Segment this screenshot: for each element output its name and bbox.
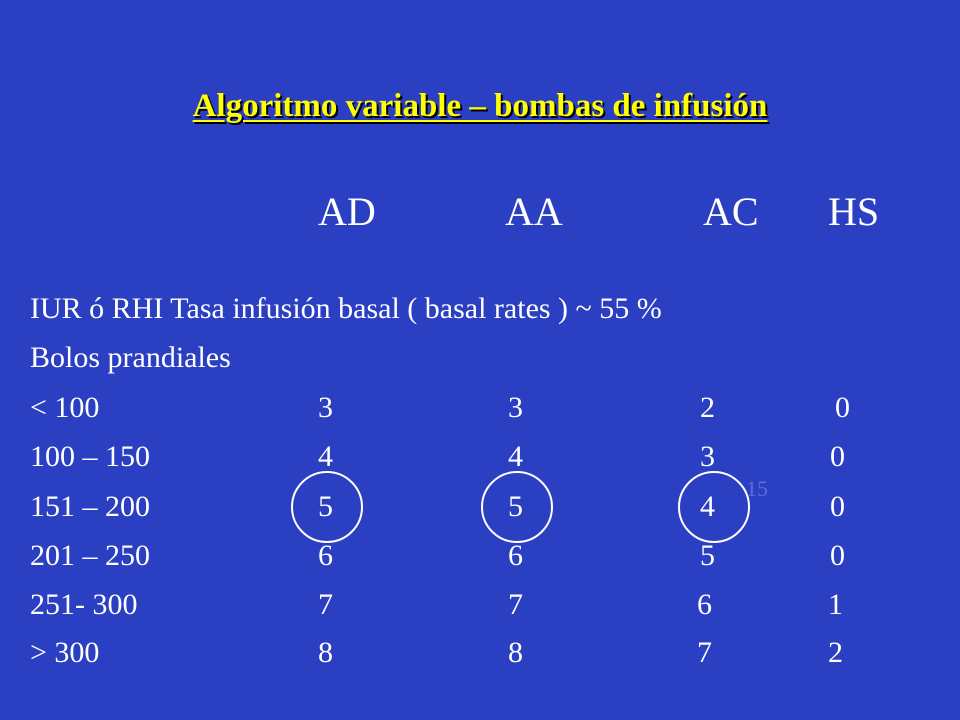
cell-ac: 3 — [700, 440, 715, 473]
cell-hs: 0 — [830, 490, 845, 523]
cell-hs: 0 — [830, 440, 845, 473]
cell-ac: 2 — [700, 391, 715, 424]
cell-ac: 6 — [697, 588, 712, 621]
cell-hs: 0 — [835, 391, 850, 424]
row-range: 201 – 250 — [30, 539, 150, 572]
column-header-hs: HS — [828, 189, 880, 234]
cell-ad: 5 — [318, 490, 333, 523]
cell-ac: 5 — [700, 539, 715, 572]
row-range: 100 – 150 — [30, 440, 150, 473]
cell-hs: 1 — [828, 588, 843, 621]
slide-title: Algoritmo variable – bombas de infusión — [192, 88, 768, 124]
cell-ac: 7 — [697, 636, 712, 669]
row-range: < 100 — [30, 391, 100, 424]
cell-ad: 4 — [318, 440, 333, 473]
basal-rate-line: IUR ó RHI Tasa infusión basal ( basal rates ) ~ 55 % — [30, 292, 662, 325]
cell-ad: 7 — [318, 588, 333, 621]
column-header-ad: AD — [318, 189, 376, 234]
row-range: 151 – 200 — [30, 490, 150, 523]
cell-hs: 2 — [828, 636, 843, 669]
cell-ad: 8 — [318, 636, 333, 669]
column-header-ac: AC — [703, 189, 759, 234]
faint-mark: 15 — [746, 476, 768, 501]
cell-aa: 5 — [508, 490, 523, 523]
cell-aa: 8 — [508, 636, 523, 669]
cell-ac: 4 — [700, 490, 715, 523]
cell-ad: 6 — [318, 539, 333, 572]
cell-hs: 0 — [830, 539, 845, 572]
cell-aa: 3 — [508, 391, 523, 424]
bolus-label: Bolos prandiales — [30, 341, 231, 374]
cell-aa: 6 — [508, 539, 523, 572]
cell-ad: 3 — [318, 391, 333, 424]
cell-aa: 7 — [508, 588, 523, 621]
row-range: 251- 300 — [30, 588, 138, 621]
cell-aa: 4 — [508, 440, 523, 473]
column-header-aa: AA — [505, 189, 563, 234]
row-range: > 300 — [30, 636, 100, 669]
